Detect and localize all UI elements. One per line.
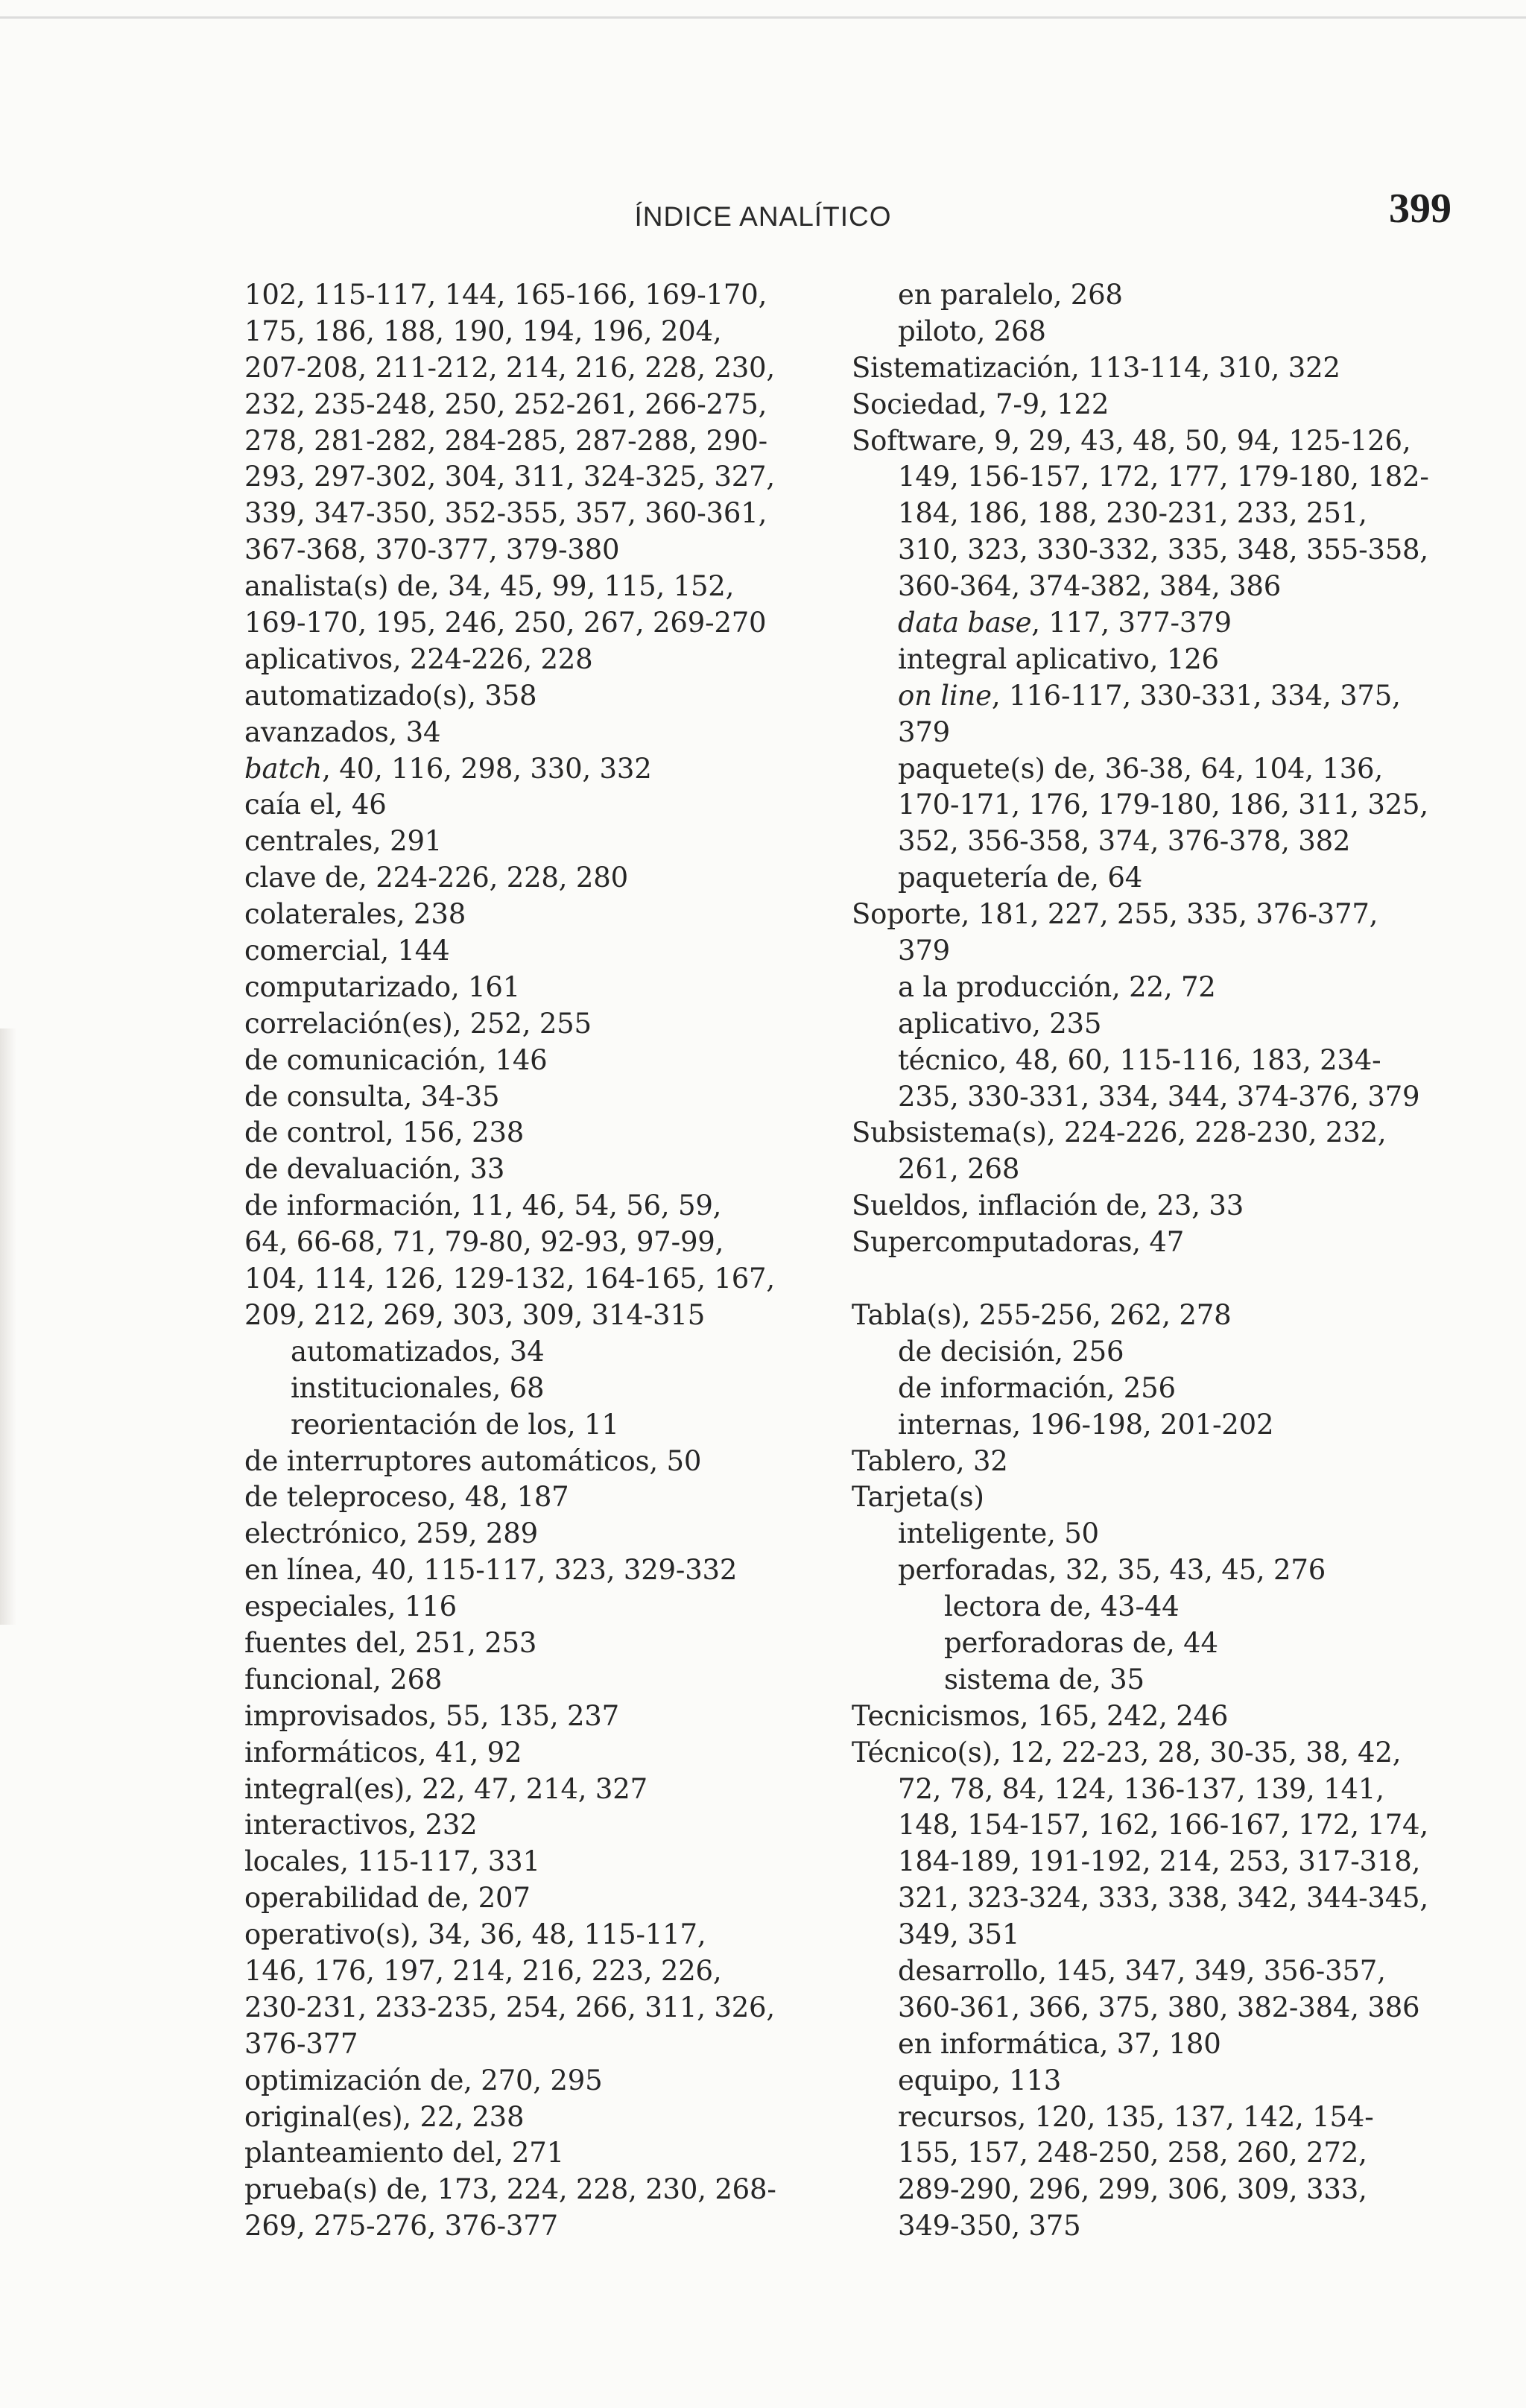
index-entry: de teleproceso, 48, 187 [244,1481,569,1514]
index-entry: 376-377 [244,2027,358,2060]
index-subentry: 310, 323, 330-332, 335, 348, 355-358, [898,534,1428,566]
index-subentry: 155, 157, 248-250, 258, 260, 272, [898,2137,1367,2170]
index-entry: funcional, 268 [244,1663,443,1696]
index-entry: 339, 347-350, 352-355, 357, 360-361, [244,497,767,530]
index-entry: de control, 156, 238 [244,1116,525,1149]
index-entry: Tarjeta(s) [852,1481,984,1514]
index-entry: locales, 115-117, 331 [244,1845,540,1878]
index-subentry: perforadas, 32, 35, 43, 45, 276 [898,1554,1326,1587]
index-entry: 175, 186, 188, 190, 194, 196, 204, [244,315,722,347]
index-entry: improvisados, 55, 135, 237 [244,1699,619,1732]
index-subentry: 72, 78, 84, 124, 136-137, 139, 141, [898,1772,1384,1805]
index-entry: 209, 212, 269, 303, 309, 314-315 [244,1298,706,1331]
index-entry: 104, 114, 126, 129-132, 164-165, 167, [244,1263,775,1295]
index-subentry: integral aplicativo, 126 [898,642,1219,675]
index-entry: caía el, 46 [244,789,387,821]
index-entry: en línea, 40, 115-117, 323, 329-332 [244,1554,738,1587]
index-entry: informáticos, 41, 92 [244,1736,522,1769]
index-subentry: aplicativo, 235 [898,1007,1102,1040]
index-entry: Tecnicismos, 165, 242, 246 [852,1699,1229,1732]
index-subentry: 360-361, 366, 375, 380, 382-384, 386 [898,1991,1420,2023]
index-entry: 367-368, 370-377, 379-380 [244,534,620,566]
index-entry: Tabla(s), 255-256, 262, 278 [852,1298,1232,1331]
index-entry: 269, 275-276, 376-377 [244,2210,558,2243]
index-column-left [244,277,840,2245]
index-entry: de devaluación, 33 [244,1153,505,1186]
index-subentry: 235, 330-331, 334, 344, 374-376, 379 [898,1080,1420,1113]
index-subentry: 379 [898,935,951,967]
index-entry: analista(s) de, 34, 45, 99, 115, 152, [244,570,735,603]
index-entry: 230-231, 233-235, 254, 266, 311, 326, [244,1991,775,2023]
index-entry: optimización de, 270, 295 [244,2064,603,2096]
index-subentry: 149, 156-157, 172, 177, 179-180, 182- [898,461,1429,493]
index-entry: 169-170, 195, 246, 250, 267, 269-270 [244,607,767,639]
page-top-edge [0,16,1526,19]
index-entry: Sueldos, inflación de, 23, 33 [852,1189,1244,1222]
index-entry: prueba(s) de, 173, 224, 228, 230, 268- [244,2173,776,2206]
index-entry: clave de, 224-226, 228, 280 [244,862,628,894]
index-entry: centrales, 291 [244,825,443,858]
foreign-term: data base [898,607,1032,639]
index-entry: 102, 115-117, 144, 165-166, 169-170, [244,279,767,311]
index-entry: aplicativos, 224-226, 228 [244,642,593,675]
index-column-right [852,277,1492,2245]
index-entry: original(es), 22, 238 [244,2100,525,2133]
index-entry: integral(es), 22, 47, 214, 327 [244,1772,648,1805]
index-subentry: 321, 323-324, 333, 338, 342, 344-345, [898,1882,1428,1915]
index-subentry: desarrollo, 145, 347, 349, 356-357, [898,1954,1386,1987]
index-subentry: 170-171, 176, 179-180, 186, 311, 325, [898,789,1428,821]
index-entry: 232, 235-248, 250, 252-261, 266-275, [244,388,767,420]
index-subentry: data base, 117, 377-379 [898,607,1232,639]
index-entry: colaterales, 238 [244,898,466,931]
page-number: 399 [1389,186,1451,232]
index-subentry: en informática, 37, 180 [898,2027,1221,2060]
foreign-term: on line [898,679,992,712]
index-entry: de consulta, 34-35 [244,1080,500,1113]
index-subentry: reorientación de los, 11 [291,1408,619,1441]
index-subentry: 379 [898,715,951,748]
index-entry: 64, 66-68, 71, 79-80, 92-93, 97-99, [244,1226,724,1259]
index-entry: electrónico, 259, 289 [244,1517,538,1550]
index-entry: Técnico(s), 12, 22-23, 28, 30-35, 38, 42, [852,1736,1402,1769]
index-subentry: automatizados, 34 [291,1335,545,1368]
index-subentry: en paralelo, 268 [898,279,1123,311]
index-subentry: piloto, 268 [898,315,1046,347]
index-subentry: perforadoras de, 44 [944,1626,1218,1659]
index-subentry: de decisión, 256 [898,1335,1124,1368]
index-entry: planteamiento del, 271 [244,2137,564,2170]
index-subentry: internas, 196-198, 201-202 [898,1408,1274,1441]
index-subentry: sistema de, 35 [944,1663,1144,1696]
index-subentry: 360-364, 374-382, 384, 386 [898,570,1282,603]
index-subentry: on line, 116-117, 330-331, 334, 375, [898,679,1401,712]
index-entry: operativo(s), 34, 36, 48, 115-117, [244,1918,706,1951]
index-subentry: 289-290, 296, 299, 306, 309, 333, [898,2173,1367,2206]
running-header: ÍNDICE ANALÍTICO [634,201,892,232]
index-entry: Software, 9, 29, 43, 48, 50, 94, 125-126, [852,424,1411,457]
index-subentry: inteligente, 50 [898,1517,1099,1550]
index-subentry: paquetería de, 64 [898,862,1143,894]
index-subentry: paquete(s) de, 36-38, 64, 104, 136, [898,752,1383,785]
index-subentry: recursos, 120, 135, 137, 142, 154- [898,2100,1374,2133]
index-entry: de información, 11, 46, 54, 56, 59, [244,1189,722,1222]
index-subentry: institucionales, 68 [291,1371,545,1404]
index-entry: Supercomputadoras, 47 [852,1226,1185,1259]
index-subentry: 261, 268 [898,1153,1020,1186]
index-entry: 293, 297-302, 304, 311, 324-325, 327, [244,461,775,493]
index-entry: fuentes del, 251, 253 [244,1626,537,1659]
index-entry: Sistematización, 113-114, 310, 322 [852,351,1340,384]
index-entry: operabilidad de, 207 [244,1882,531,1915]
index-entry: 278, 281-282, 284-285, 287-288, 290- [244,424,767,457]
index-entry: avanzados, 34 [244,715,441,748]
index-subentry: 349-350, 375 [898,2210,1081,2243]
index-entry: correlación(es), 252, 255 [244,1007,592,1040]
index-subentry: 184, 186, 188, 230-231, 233, 251, [898,497,1367,530]
index-entry: Soporte, 181, 227, 255, 335, 376-377, [852,898,1378,931]
page-margin-shadow [0,1028,16,1625]
index-entry: comercial, 144 [244,935,450,967]
index-entry: especiales, 116 [244,1590,457,1623]
index-entry: Tablero, 32 [852,1444,1008,1477]
index-entry: automatizado(s), 358 [244,679,537,712]
index-subentry: técnico, 48, 60, 115-116, 183, 234- [898,1043,1381,1076]
index-subentry: 148, 154-157, 162, 166-167, 172, 174, [898,1809,1428,1842]
index-entry: 146, 176, 197, 214, 216, 223, 226, [244,1954,722,1987]
index-subentry: lectora de, 43-44 [944,1590,1180,1623]
index-entry: computarizado, 161 [244,970,521,1003]
index-subentry: a la producción, 22, 72 [898,970,1216,1003]
index-subentry: 352, 356-358, 374, 376-378, 382 [898,825,1351,858]
index-entry: Subsistema(s), 224-226, 228-230, 232, [852,1116,1387,1149]
index-entry: de comunicación, 146 [244,1043,548,1076]
index-entry: batch, 40, 116, 298, 330, 332 [244,752,652,785]
index-subentry: 349, 351 [898,1918,1020,1951]
foreign-term: batch [244,752,323,785]
index-entry: de interruptores automáticos, 50 [244,1444,702,1477]
index-subentry: 184-189, 191-192, 214, 253, 317-318, [898,1845,1421,1878]
index-entry: 207-208, 211-212, 214, 216, 228, 230, [244,351,775,384]
index-spacer [852,1261,1492,1298]
index-entry: interactivos, 232 [244,1809,478,1842]
index-subentry: equipo, 113 [898,2064,1062,2096]
index-entry: Sociedad, 7-9, 122 [852,388,1109,420]
index-subentry: de información, 256 [898,1371,1176,1404]
